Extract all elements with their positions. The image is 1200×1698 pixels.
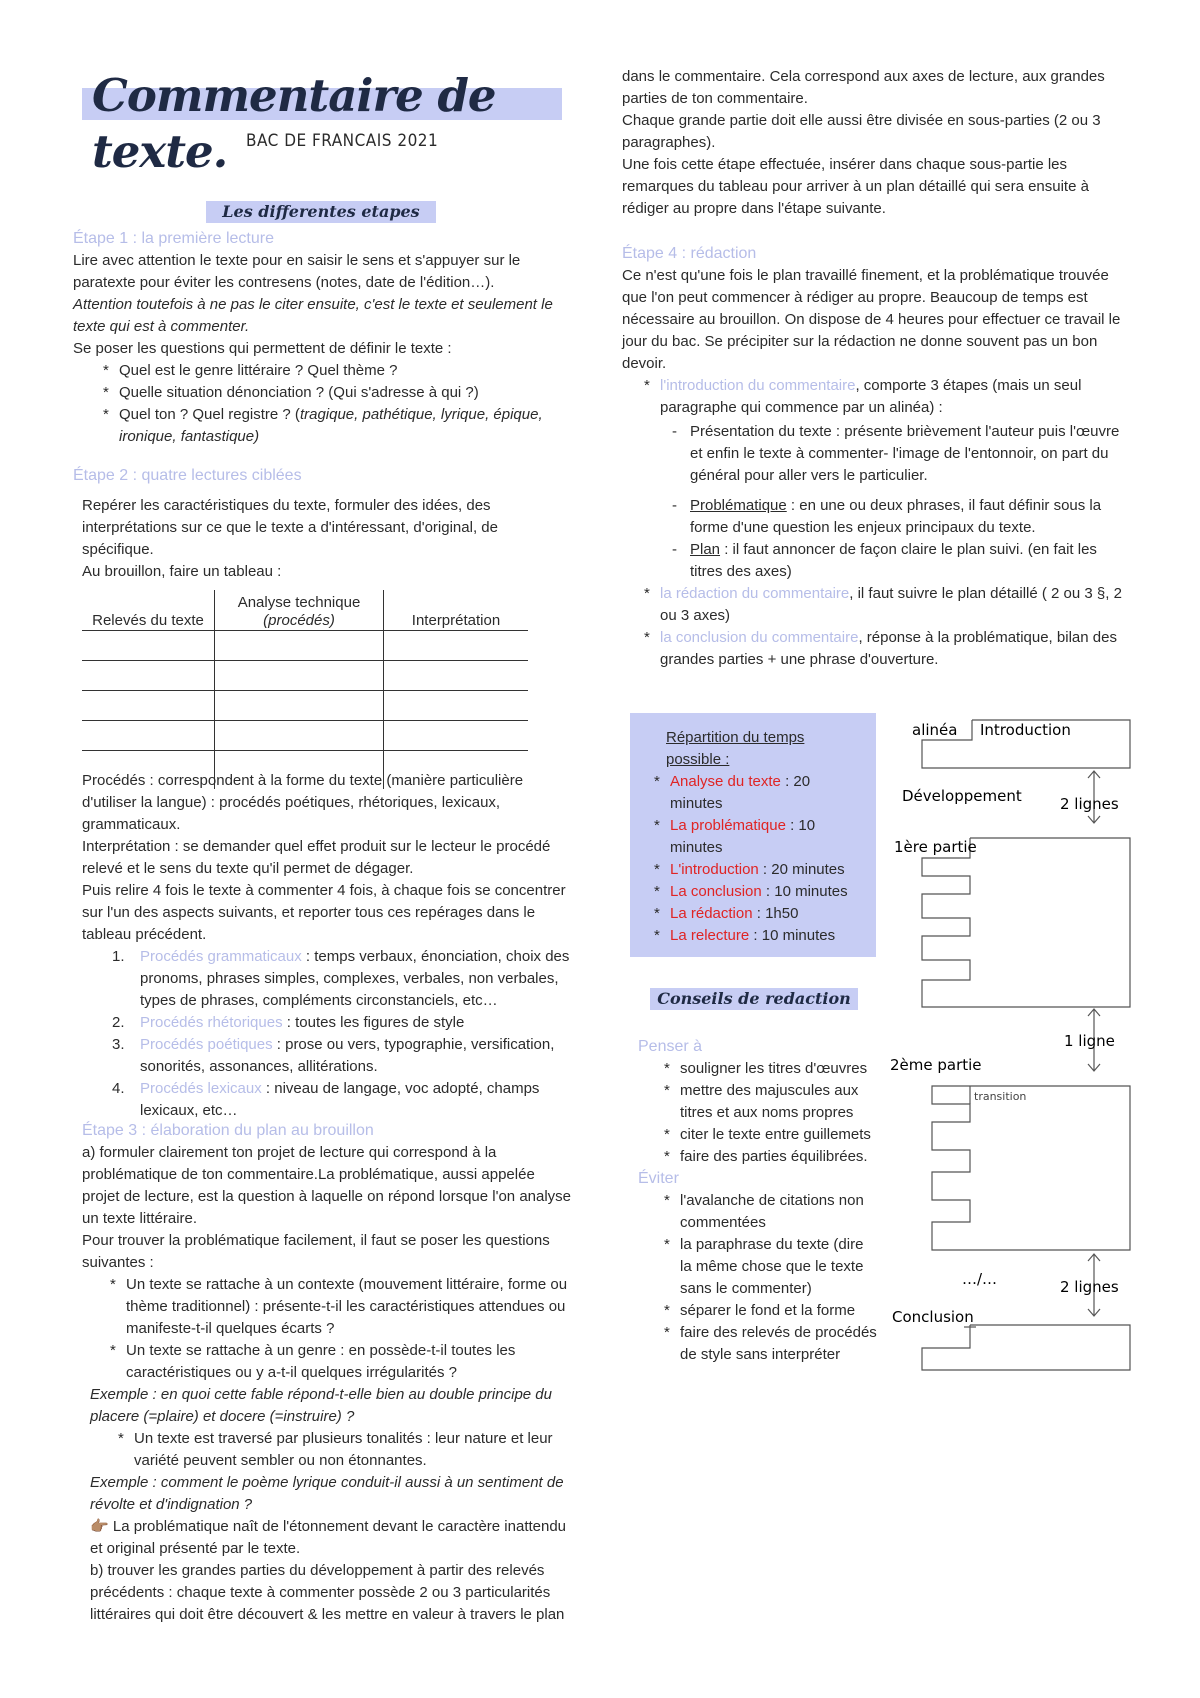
page-subtitle: BAC DE FRANCAIS 2021 [246,131,439,151]
commentaire-layout-diagram [880,710,1140,1390]
penser-list [662,1058,878,1168]
continued-paragraph-1: dans le commentaire. Cela correspond aux axes de lecture, aux grandes parties de ton commentaire. [622,68,1105,107]
diagram-label-conclusion: Conclusion [892,1308,974,1326]
draft-table-wrap [82,590,528,789]
list-key: Analyse du texte [670,773,781,790]
list-key: La problématique [670,817,786,834]
relire-paragraph: Puis relire 4 fois le texte à commenter 4 fois, à chaque fois se concentrer sur l'un des aspects suivants, et reporter tous ces repérages dans le tableau précédent. [82,882,566,943]
list-item [112,946,574,1012]
step4-paragraph: Ce n'est qu'une fois le plan travaillé finement, et la problématique trouvée que l'on peut commencer à rédiger au propre. Beaucoup de temps est nécessaire au brouillon. On dispose de 4 heures pour effectuer ce travail le jour du bac. Se précipiter sur la rédaction ne donne souvent pas un bon devoir. [622,267,1121,372]
eviter-title: Éviter [638,1170,679,1187]
list-item: * faire des parties équilibrées. [662,1146,878,1168]
list-key: la rédaction du commentaire [660,585,850,602]
list-number: 4. [112,1080,125,1097]
step3-paragraph-c: b) trouver les grandes parties du développement à partir des relevés précédents : chaque texte à commenter possède 2 ou 3 particularités littéraires qui doit être découvert & les mettre en valeur à travers le plan [90,1562,565,1623]
list-item: * l'avalanche de citations non commentées [662,1190,878,1234]
example-1: Exemple : en quoi cette fable répond-t-elle bien au double principe du placere (=plaire) et docere (=instruire) ? [90,1386,552,1425]
part1-box [922,838,1130,1007]
time-list [652,771,858,947]
time-distribution-box [630,713,876,957]
list-item: * séparer le fond et la forme [662,1300,878,1322]
list-item [101,404,573,448]
list-item: - Présentation du texte : présente brièvement l'auteur puis l'œuvre et enfin le texte à commenter- l'image de l'entonnoir, on part du général pour aller vers le particulier. [668,421,1122,487]
list-item-text: Quel ton ? Quel registre ? ( [119,406,300,423]
step4-title: Étape 4 : rédaction [622,245,757,262]
list-key: la conclusion du commentaire [660,629,859,646]
part2-box [932,1086,1130,1250]
table-header-analyse-line1: Analyse technique [237,594,361,611]
list-key: Plan [690,541,721,558]
list-key: Procédés rhétoriques [140,1014,283,1031]
diagram-label-part1: 1ère partie [894,838,977,856]
procedes-paragraph: Procédés : correspondent à la forme du texte (manière particulière d'utiliser la langue) : procédés poétiques, rhétoriques, lexicaux, grammaticaux. [82,772,524,833]
step2-details [82,770,574,1122]
problematique-note [82,1516,574,1560]
step2-table-intro: Au brouillon, faire un tableau : [82,563,282,580]
list-key: La conclusion [670,883,762,900]
table-header-analyse [215,590,384,631]
list-key: L'introduction [670,861,759,878]
list-text: : 10 minutes [761,883,848,900]
list-text: : en une ou deux phrases, il faut définir sous la forme d'une question les enjeux principaux du texte. [690,497,1102,536]
section-title-etapes: Les differentes etapes [206,201,436,223]
diagram-label-part2: 2ème partie [890,1056,982,1074]
diagram-label-introduction: Introduction [980,721,1071,739]
list-key: La relecture [670,927,750,944]
step1-questions [101,360,573,448]
step2-title: Étape 2 : quatre lectures ciblées [73,467,302,484]
step3-questions-2 [116,1428,574,1472]
list-text: : temps verbaux, énonciation, choix des pronoms, phrases simples, complexes, verbales, non verbales, types de phrases, compléments circonstanciels, etc… [140,948,570,1009]
conclusion-box [922,1325,1130,1370]
list-item [652,881,858,903]
list-text: : 20 minutes [758,861,845,878]
list-item [652,815,858,859]
list-text: , il faut suivre le plan détaillé ( 2 ou 3 §, 2 ou 3 axes) [660,585,1122,624]
table-header-releves: Relevés du texte [82,590,215,631]
list-text: : toutes les figures de style [282,1014,465,1031]
table-row [82,661,528,691]
step2-block [73,465,573,583]
title-block [82,68,562,180]
diagram-label-2-lignes-2: 2 lignes [1060,1278,1119,1296]
list-item: * faire des relevés de procédés de style sans interpréter [662,1322,878,1366]
list-item: * la paraphrase du texte (dire la même chose que le texte sans le commenter) [662,1234,878,1300]
list-item-italic: tragique, pathétique, lyrique, épique, ironique, fantastique) [119,406,543,445]
example-2: Exemple : comment le poème lyrique conduit-il aussi à un sentiment de révolte et d'indignation ? [90,1474,564,1513]
diagram-label-alinea: alinéa [912,721,958,739]
diagram-label-1-ligne: 1 ligne [1064,1032,1115,1050]
diagram-label-transition: transition [974,1090,1027,1103]
list-number: 1. [112,948,125,965]
time-title-line2: possible : [666,751,730,768]
list-item [668,539,1122,583]
step1-title: Étape 1 : la première lecture [73,230,274,247]
table-row [82,691,528,721]
step1-questions-intro: Se poser les questions qui permettent de définir le texte : [73,340,452,357]
list-key: La rédaction [670,905,753,922]
list-item [652,859,858,881]
note-text: La problématique naît de l'étonnement devant le caractère inattendu et original présenté par le texte. [90,1518,567,1557]
step1-block [73,228,573,448]
list-text: , comporte 3 étapes (mais un seul paragraphe qui commence par un alinéa) : [660,377,1082,416]
table-row [82,721,528,751]
list-item: * Quelle situation dénonciation ? (Qui s'adresse à qui ?) [101,382,573,404]
table-header-interpretation: Interprétation [384,590,529,631]
list-text: , réponse à la problématique, bilan des grandes parties + une phrase d'ouverture. [660,629,1117,668]
step1-warning: Attention toutefois à ne pas le citer ensuite, c'est le texte et seulement le texte qui est à commenter. [73,296,553,335]
list-number: 3. [112,1036,125,1053]
list-number: 2. [112,1014,125,1031]
step2-paragraph: Repérer les caractéristiques du texte, formuler des idées, des interprétations sur ce que le texte a d'intéressant, d'original, de spécifique. [82,497,498,558]
pointing-hand-icon: 👉🏽 [90,1518,109,1535]
step3-block [82,1120,574,1626]
list-item: * mettre des majuscules aux titres et aux noms propres [662,1080,878,1124]
list-key: Problématique [690,497,787,514]
list-text: : 10 minutes [670,817,816,856]
list-item [642,375,1122,583]
interpretation-paragraph: Interprétation : se demander quel effet produit sur le lecteur le procédé relevé et le sens du texte qu'il permet de dégager. [82,838,551,877]
draft-table [82,590,528,789]
list-item [112,1012,574,1034]
diagram-label-2-lignes: 2 lignes [1060,795,1119,813]
list-item: * Quel est le genre littéraire ? Quel thème ? [101,360,573,382]
list-text: : niveau de langage, voc adopté, champs lexicaux, etc… [140,1080,540,1119]
list-item [112,1034,574,1078]
list-text: : 10 minutes [749,927,836,944]
list-key: Procédés grammaticaux [140,948,302,965]
step3-title: Étape 3 : élaboration du plan au brouillon [82,1122,374,1139]
table-row [82,631,528,661]
list-item [112,1078,574,1122]
conseils-block [638,1036,878,1366]
step1-paragraph: Lire avec attention le texte pour en saisir le sens et s'appuyer sur le paratexte pour éviter les contresens (notes, date de l'édition…). [73,252,521,291]
step4-block [622,243,1122,671]
list-text: : 20 minutes [670,773,811,812]
list-key: Procédés poétiques [140,1036,273,1053]
list-item: * citer le texte entre guillemets [662,1124,878,1146]
eviter-list [662,1190,878,1366]
list-item: * Un texte est traversé par plusieurs tonalités : leur nature et leur variété peuvent sembler ou non étonnantes. [116,1428,574,1472]
intro-sublist [668,421,1122,583]
penser-title: Penser à [638,1038,703,1055]
continued-paragraph-2: Chaque grande partie doit elle aussi être divisée en sous-parties (2 ou 3 paragraphes). [622,112,1101,151]
table-header-analyse-line2: (procédés) [263,612,335,629]
list-item [652,903,858,925]
step4-list [642,375,1122,671]
continued-paragraph-3: Une fois cette étape effectuée, insérer dans chaque sous-partie les remarques du tableau pour arriver à un plan détaillé qui sera ensuite à rédiger au propre dans l'étape suivante. [622,156,1089,217]
list-text: : prose ou vers, typographie, versification, sonorités, assonances, allitérations. [140,1036,555,1075]
list-text: : 1h50 [752,905,799,922]
list-item [652,925,858,947]
list-text: : il faut annoncer de façon claire le plan suivi. (en fait les titres des axes) [690,541,1097,580]
list-item [652,771,858,815]
list-item [642,583,1122,627]
step3-paragraph-a: a) formuler clairement ton projet de lecture qui correspond à la problématique de ton commentaire.La problématique, aussi appelée projet de lecture, est la question à laquelle on répond lorsque l'on analyse un texte littéraire. [82,1144,572,1227]
step3-questions [108,1274,574,1384]
list-item: * Un texte se rattache à un contexte (mouvement littéraire, forme ou thème traditionnel) : présente-t-il les caractéristiques attendues ou manifeste-t-il quelques écarts ? [108,1274,574,1340]
section-title-conseils: Conseils de redaction [650,988,858,1010]
list-item: * souligner les titres d'œuvres [662,1058,878,1080]
list-key: l'introduction du commentaire [660,377,856,394]
diagram-ellipsis: …/… [962,1270,998,1288]
list-item [668,495,1122,539]
step3-continued [622,66,1122,220]
procedes-list [112,946,574,1122]
page-title: Commentaire de texte. [92,69,496,178]
time-title-line1: Répartition du temps [666,729,805,746]
list-item: * Un texte se rattache à un genre : en possède-t-il toutes les caractéristiques ou y a-t-il quelques irrégularités ? [108,1340,574,1384]
step3-paragraph-b: Pour trouver la problématique facilement, il faut se poser les questions suivantes : [82,1232,550,1271]
diagram-label-developpement: Développement [902,787,1022,805]
list-item [642,627,1122,671]
list-key: Procédés lexicaux [140,1080,262,1097]
